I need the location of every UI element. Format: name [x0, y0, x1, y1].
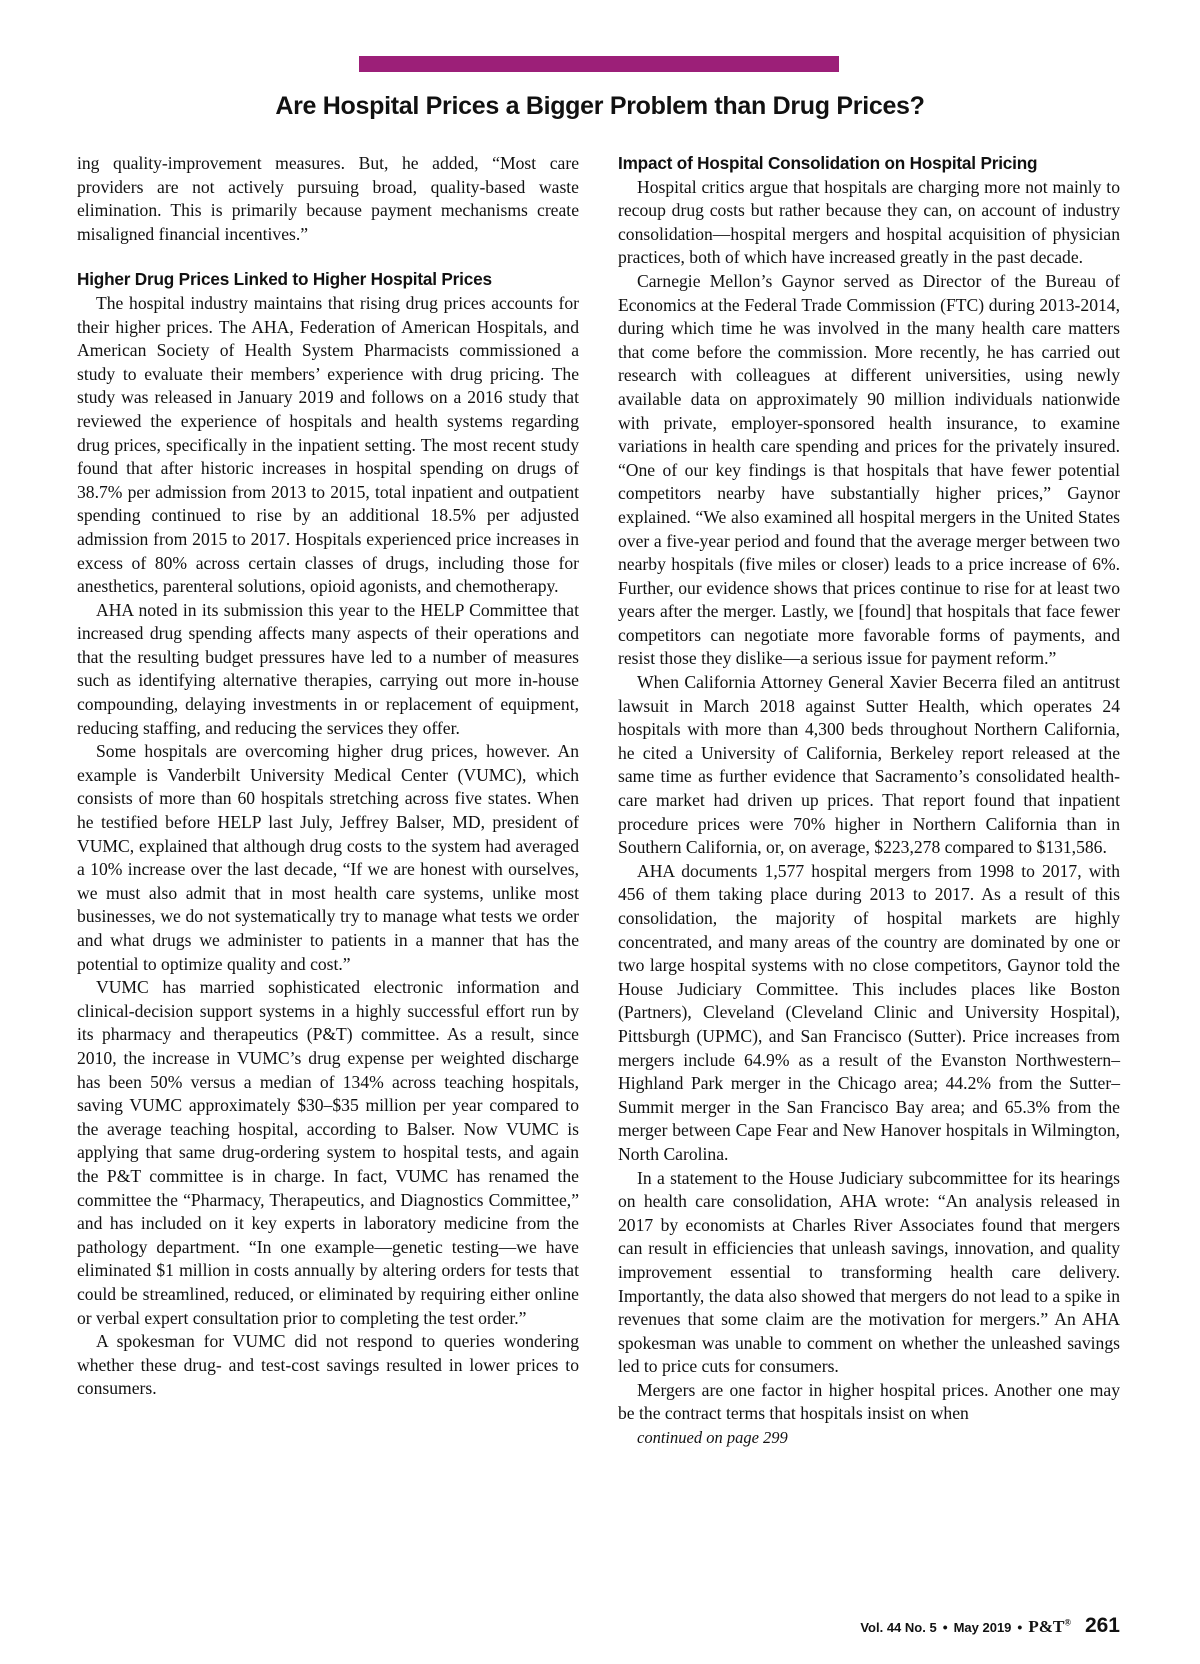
footer-separator: • — [1017, 1619, 1023, 1635]
paragraph: A spokesman for VUMC did not respond to queries wondering whether these drug- and test-cost savings resulted in lower prices to consumers. — [77, 1331, 579, 1399]
paragraph: Carnegie Mellon’s Gaynor served as Director of the Bureau of Economics at the Federal Trade Commission (FTC) during 2013-2014, during which time he was involved in the many health care matters that come before the commission. More recently, he has carried out research with colleagues at different universities, using newly available data on approximately 90 million individuals nationwide with private, employer-sponsored health insurance, to examine variations in health care spending and prices for the privately insured. “One of our key findings is that hospitals that have fewer potential competitors nearby have substantially higher prices,” Gaynor explained. “We also examined all hospital mergers in the United States over a five-year period and found that the average merger between two nearby hospitals (five miles or closer) leads to a price increase of 6%. Further, our evidence shows that prices continue to rise for at least two years after the merger. Lastly, we [found] that hospitals that face fewer competitors can negotiate more favorable forms of payments, and resist those they dislike—a serious issue for payment reform.” — [618, 270, 1120, 669]
page-title: Are Hospital Prices a Bigger Problem than Drug Prices? — [275, 92, 925, 120]
left-column — [77, 152, 579, 1401]
journal-logo — [1028, 1617, 1071, 1637]
paragraph: When California Attorney General Xavier Becerra filed an antitrust lawsuit in March 2018 against Sutter Health, which operates 24 hospitals with more than 4,300 beds throughout Northern California, he cited a University of California, Berkeley report released at the same time as further evidence that Sacramento’s consolidated health-care market had driven up prices. That report found that inpatient procedure prices were 70% higher in Northern California than in Southern California, or, on average, $223,278 compared to $131,586. — [618, 672, 1120, 858]
section-heading: Higher Drug Prices Linked to Higher Hospital Prices — [77, 269, 492, 290]
footer-separator: • — [942, 1619, 948, 1635]
registered-mark: ® — [1064, 1617, 1071, 1628]
continued-note: continued on page 299 — [637, 1428, 788, 1448]
section-heading: Impact of Hospital Consolidation on Hospital Pricing — [618, 153, 1038, 173]
paragraph: ing quality-improvement measures. But, he added, “Most care providers are not actively pursuing broad, quality-based waste elimination. This is primarily because payment mechanisms create misaligned financial incentives.” — [77, 153, 579, 244]
header-accent-bar — [359, 56, 839, 72]
paragraph: Mergers are one factor in higher hospital prices. Another one may be the contract terms that hospitals insist on when — [618, 1379, 1120, 1424]
paragraph: VUMC has married sophisticated electronic information and clinical-decision support systems in a highly successful effort run by its pharmacy and therapeutics (P&T) committee. As a result, since 2010, the increase in VUMC’s drug expense per weighted discharge has been 50% versus a median of 134% across teaching hospitals, saving VUMC approximately $30–$35 million per year compared to the average teaching hospital, according to Balser. Now VUMC is applying that same drug-ordering system to hospital tests, and again the P&T committee is in charge. In fact, VUMC has renamed the committee the “Pharmacy, Therapeutics, and Diagnostics Committee,” and has included on it key experts in laboratory medicine from the pathology department. “In one example—genetic testing—we have eliminated $1 million in costs annually by altering orders for tests that could be streamlined, reduced, or eliminated by requiring either online or verbal expert consultation prior to completing the test order.” — [77, 977, 579, 1328]
paragraph: The hospital industry maintains that rising drug prices accounts for their higher prices. The AHA, Federation of American Hospitals, and American Society of Health System Pharmacists commissioned a study to evaluate their members’ experience with drug pricing. The study was released in January 2019 and follows on a 2016 study that reviewed the experience of hospitals and health systems regarding drug prices, specifically in the inpatient setting. The most recent study found that after historic increases in hospital spending on drugs of 38.7% per admission from 2013 to 2015, total inpatient and outpatient spending continued to rise by an additional 18.5% per adjusted admission from 2015 to 2017. Hospitals experienced price increases in excess of 80% across certain classes of drugs, including those for anesthetics, parenteral solutions, opioid agonists, and chemotherapy. — [77, 292, 579, 597]
paragraph: In a statement to the House Judiciary subcommittee for its hearings on health care consolidation, AHA wrote: “An analysis released in 2017 by economists at Charles River Associates found that mergers can result in efficiencies that unleash savings, innovation, and quality improvement essential to transforming health care delivery. Importantly, the data also showed that mergers do not lead to a spike in revenues that some claim are the motivation for mergers.” An AHA spokesman was unable to comment on whether the unleashed savings led to price cuts for consumers. — [618, 1167, 1120, 1377]
footer-date: May 2019 — [953, 1620, 1012, 1635]
right-column — [618, 152, 1120, 1450]
page-footer — [860, 1614, 1120, 1638]
paragraph: Hospital critics argue that hospitals are charging more not mainly to recoup drug costs but rather because they can, on account of industry consolidation—hospital mergers and hospital acquisition of physician practices, both of which have increased greatly in the past decade. — [618, 176, 1120, 268]
paragraph: Some hospitals are overcoming higher drug prices, however. An example is Vanderbilt University Medical Center (VUMC), which consists of more than 60 hospitals stretching across five states. When he testified before HELP last July, Jeffrey Balser, MD, president of VUMC, explained that although drug costs to the system had averaged a 10% increase over the last decade, “If we are honest with ourselves, we must also admit that in most health care systems, unlike most businesses, we do not systematically try to manage what tests we order and what drugs we administer to patients in a manner that has the potential to optimize quality and cost.” — [77, 741, 579, 974]
section-gap — [77, 246, 579, 268]
footer-volume: Vol. 44 No. 5 — [860, 1620, 937, 1635]
paragraph: AHA documents 1,577 hospital mergers from 1998 to 2017, with 456 of them taking place during 2013 to 2017. As a result of this consolidation, the majority of hospital markets are highly concentrated, and many areas of the country are dominated by one or two large hospital systems with no close competitors, Gaynor told the House Judiciary Committee. This includes places like Boston (Partners), Cleveland (Cleveland Clinic and University Hospital), Pittsburgh (UPMC), and San Francisco (Sutter). Price increases from mergers include 64.9% as a result of the Evanston Northwestern–Highland Park merger in the Chicago area; 44.2% from the Sutter–Summit merger in the San Francisco Bay area; and 65.3% from the merger between Cape Fear and New Hanover hospitals in Wilmington, North Carolina. — [618, 860, 1120, 1164]
journal-name: P&T — [1028, 1617, 1065, 1636]
paragraph: AHA noted in its submission this year to the HELP Committee that increased drug spending affects many aspects of their operations and that the resulting budget pressures have led to a number of measures such as identifying alternative therapies, carrying out more in-house compounding, delaying investments in or replacement of equipment, reducing staffing, and reducing the services they offer. — [77, 599, 579, 738]
page-number: 261 — [1084, 1614, 1120, 1637]
